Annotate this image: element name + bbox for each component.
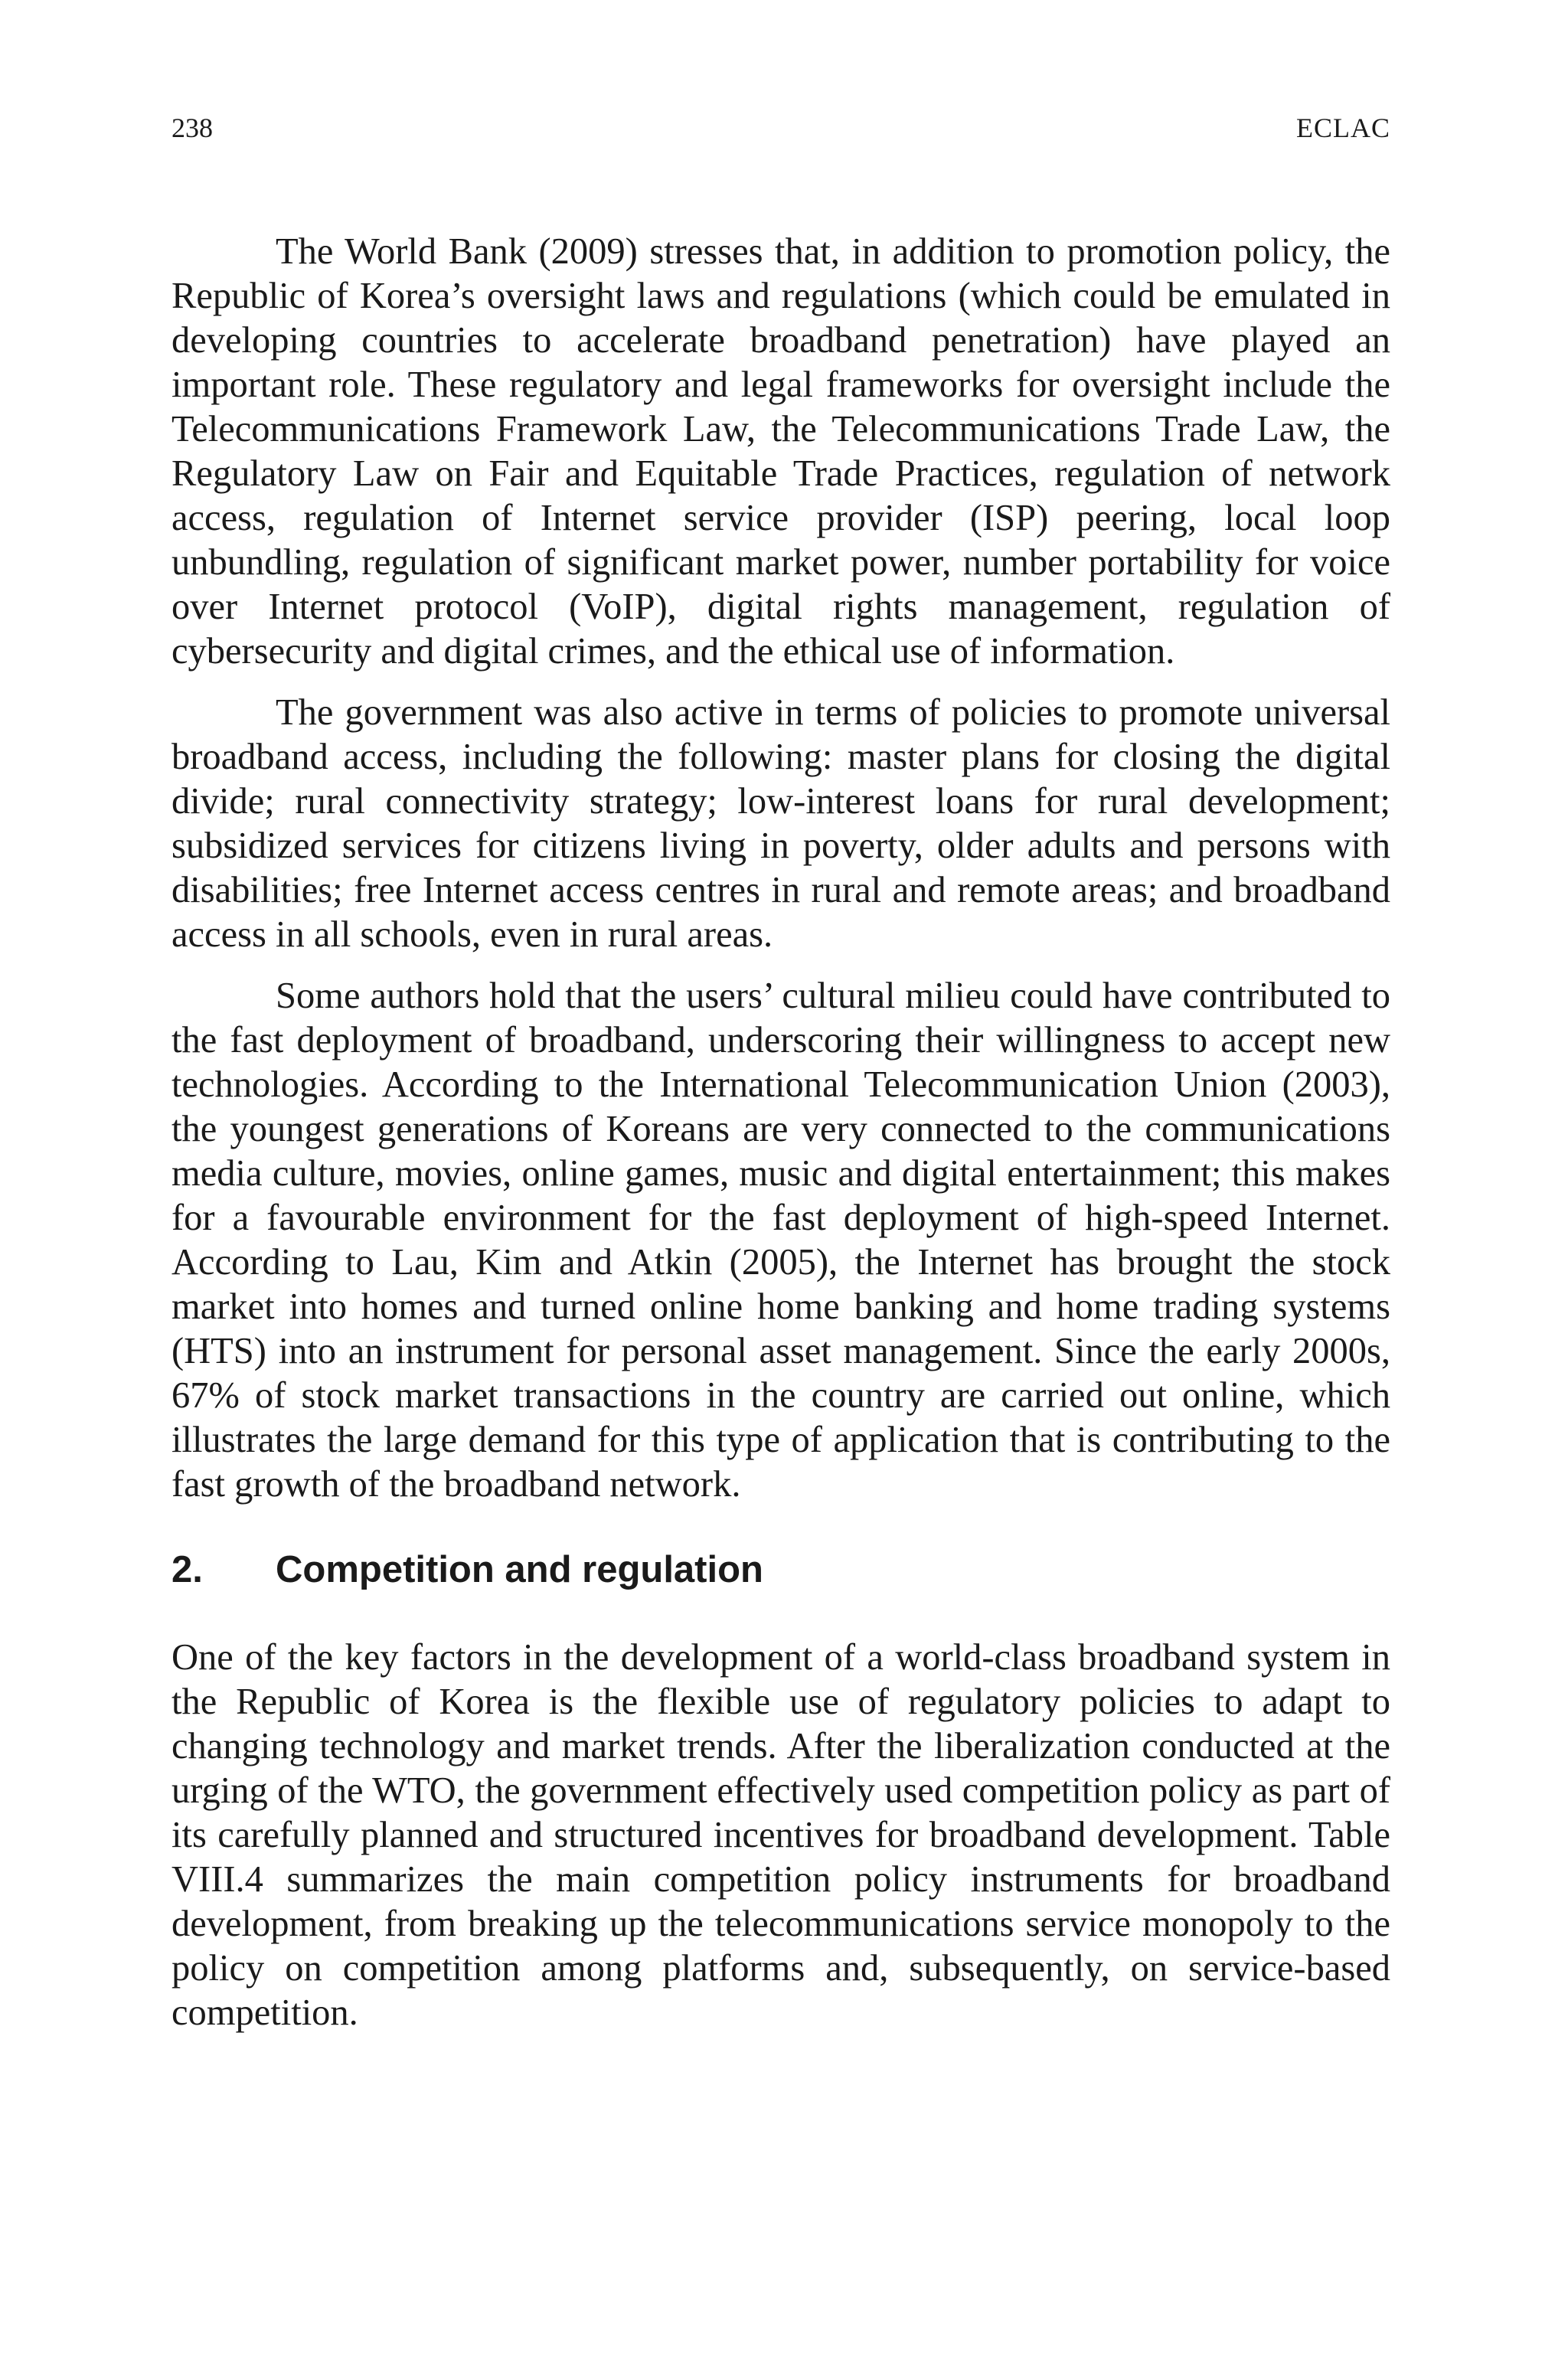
page-body bbox=[172, 230, 1390, 2035]
paragraph-competition-regulation: One of the key factors in the development of a world-class broadband system in the Republic of Korea is the flexible use of regulatory policies to adapt to changing technology and market trends. After the liberalization conducted at the urging of the WTO, the government effectively used competition policy as part of its carefully planned and structured incentives for broadband development. Table VIII.4 summarizes the main competition policy instruments for broadband development, from breaking up the telecommunications service monopoly to the policy on competition among platforms and, subsequently, on service-based competition. bbox=[172, 1637, 1390, 2033]
page-number: 238 bbox=[172, 113, 213, 143]
running-header bbox=[172, 109, 1390, 147]
paragraph-world-bank-oversight: The World Bank (2009) stresses that, in addition to promotion policy, the Republic of Korea’s oversight laws and regulations (which could be emulated in developing countries to accelerate broadband penetration) have played an important role. These regulatory and legal frameworks for oversight include the Telecommunications Framework Law, the Telecommunications Trade Law, the Regulatory Law on Fair and Equitable Trade Practices, regulation of network access, regulation of Internet service provider (ISP) peering, local loop unbundling, regulation of significant market power, number portability for voice over Internet protocol (VoIP), digital rights management, regulation of cybersecurity and digital crimes, and the ethical use of information. bbox=[172, 231, 1390, 672]
paragraph-universal-access-policies: The government was also active in terms of policies to promote universal broadband access, including the following: master plans for closing the digital divide; rural connectivity strategy; low-interest loans for rural development; subsidized services for citizens living in poverty, older adults and persons with disabilities; free Internet access centres in rural and remote areas; and broadband access in all schools, even in rural areas. bbox=[172, 692, 1390, 955]
section-heading bbox=[172, 1547, 1390, 1593]
paragraph-cultural-milieu: Some authors hold that the users’ cultural milieu could have contributed to the fast deployment of broadband, underscoring their willingness to accept new technologies. According to the International Telecommunication Union (2003), the youngest generations of Koreans are very connected to the communications media culture, movies, online games, music and digital entertainment; this makes for a favourable environment for the fast deployment of high-speed Internet. According to Lau, Kim and Atkin (2005), the Internet has brought the stock market into homes and turned online home banking and home trading systems (HTS) into an instrument for personal asset management. Since the early 2000s, 67% of stock market transactions in the country are carried out online, which illustrates the large demand for this type of application that is contributing to the fast growth of the broadband network. bbox=[172, 976, 1390, 1505]
section-title: Competition and regulation bbox=[276, 1549, 763, 1590]
section-number: 2. bbox=[172, 1549, 203, 1590]
publisher-name: ECLAC bbox=[1295, 113, 1390, 143]
